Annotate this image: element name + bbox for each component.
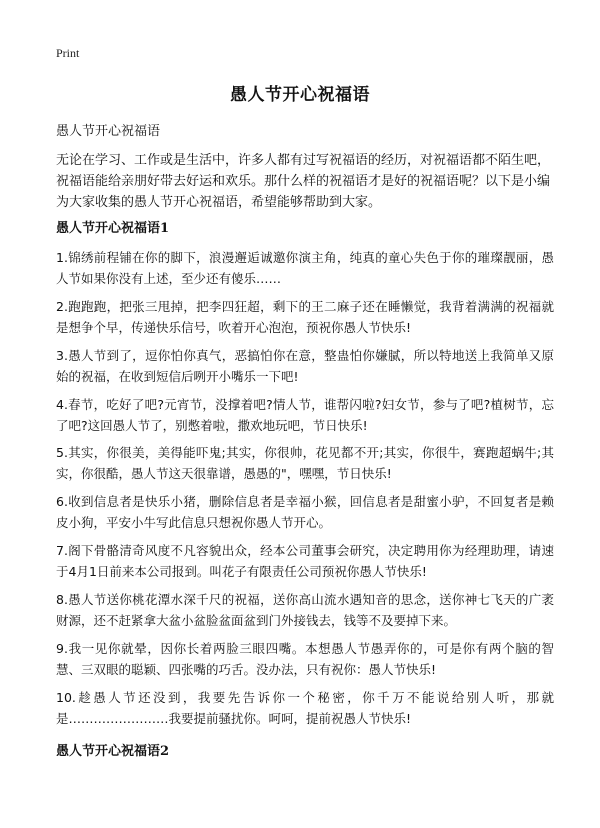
section-heading-2: 愚人节开心祝福语2 <box>56 744 170 759</box>
list-item: 6.收到信息者是快乐小猪，删除信息者是幸福小猴，回信息者是甜蜜小驴，不回复者是赖皮小狗，平安小牛写此信息只想祝你愚人节开心。 <box>56 494 554 530</box>
list-item: 7.阁下骨骼清奇风度不凡容貌出众，经本公司董事会研究，决定聘用你为经理助理，请速于4月1日前来本公司报到。叫花子有限责任公司预祝你愚人节快乐! <box>56 543 554 579</box>
list-item: 4.春节，吃好了吧?元宵节，没撑着吧?情人节，谁帮闪啦?妇女节，参与了吧?植树节，忘了吧?这回愚人节了，别憋着啦，撒欢地玩吧，节日快乐! <box>56 397 554 433</box>
document-subtitle: 愚人节开心祝福语 <box>56 124 161 139</box>
list-item: 2.跑跑跑，把张三甩掉，把李四狂超，剩下的王二麻子还在睡懒觉，我背着满满的祝福就是想争个早，传递快乐信号，吹着开心泡泡，预祝你愚人节快乐! <box>56 299 554 335</box>
section-heading-1: 愚人节开心祝福语1 <box>56 221 170 236</box>
print-link[interactable]: Print <box>56 46 80 60</box>
list-item: 1.锦绣前程铺在你的脚下，浪漫邂逅诚邀你演主角，纯真的童心失色于你的璀璨靓丽，愚人节如果你没有上述，至少还有傻乐…… <box>56 250 554 286</box>
list-item: 9.我一见你就晕，因你长着两脸三眼四嘴。本想愚人节愚弄你的，可是你有两个脑的智慧、三双眼的聪颖、四张嘴的巧舌。没办法，只有祝你：愚人节快乐! <box>56 641 554 677</box>
list-item: 10.趁愚人节还没到，我要先告诉你一个秘密，你千万不能说给别人听，那就是……………………我要提前骚扰你。呵呵，提前祝愚人节快乐! <box>56 690 554 726</box>
list-item: 8.愚人节送你桃花潭水深千尺的祝福，送你高山流水遇知音的思念，送你神七飞天的广袤财源，还不赶紧拿大盆小盆脸盆面盆到门外接钱去，钱等不及要掉下来。 <box>56 592 554 628</box>
list-item: 5.其实，你很美，美得能吓鬼;其实，你很帅，花见都不开;其实，你很牛，赛跑超蜗牛;其实，你很酷，愚人节这天很靠谱，愚愚的"，嘿嘿，节日快乐! <box>56 445 554 481</box>
page-title: 愚人节开心祝福语 <box>230 85 370 105</box>
intro-paragraph: 无论在学习、工作或是生活中，许多人都有过写祝福语的经历，对祝福语都不陌生吧，祝福语能给亲朋好带去好运和欢乐。那什么样的祝福语才是好的祝福语呢？以下是小编为大家收集的愚人节开心祝福语，希望能够帮助到大家。 <box>56 153 551 210</box>
list-item: 3.愚人节到了，逗你怕你真气，恶搞怕你在意，整蛊怕你嫌腻，所以特地送上我简单又原始的祝福，在收到短信后咧开小嘴乐一下吧! <box>56 348 554 384</box>
